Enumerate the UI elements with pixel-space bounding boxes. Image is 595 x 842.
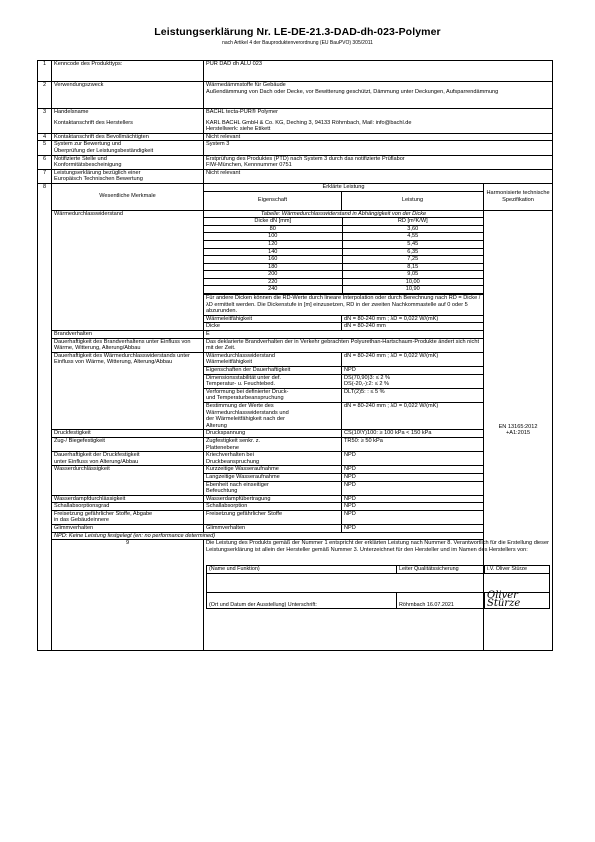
thickness-cell: 140 (204, 248, 342, 256)
property-label: Langzeitige Wasseraufnahme (204, 473, 342, 481)
thickness-cell: 120 (204, 240, 342, 248)
durability-property: Dimensionsstabilität unter def. Temperatur- u. Feuchtebed. (204, 374, 342, 388)
durability-thermal-label: Dauerhaftigkeit des Wärmedurchlasswiderstands unter Einfluss von Wärme, Witterung, Alterung/Abbau (52, 352, 204, 430)
signature (485, 590, 550, 609)
row-value: Wärmedämmstoffe für Gebäude Außendämmung von Dach oder Decke, vor Bewitterung geschützt, Dämmung unter Deckungen, Aufsparrendämmung (204, 82, 553, 109)
name-row (207, 566, 550, 574)
durability-value: dN = 80-240 mm ; λD = 0,022 W/(mK) (342, 402, 484, 429)
place-label: (Ort und Datum der Ausstellung) Unterschrift: (207, 593, 397, 609)
property-label: Glimmverhalten (204, 525, 342, 533)
property-label: Wasserdampfübertragung (204, 495, 342, 503)
row-label: Kontaktanschrift des Bevollmächtigten (52, 133, 204, 141)
rd-cell: 3,60 (342, 225, 483, 233)
row-number: 9 (52, 540, 204, 651)
thermal-note: Für andere Dicken können die RD-Werte durch lineare Interpolation oder durch Berechnung nach RD = Dicke / λD ermittelt werden. Die Dickenstufe in [m] einzusetzen, RD in der zweiten Nachkommastelle auf 0 oder 5 abzurunden. (204, 294, 483, 315)
row-label: Leistungserklärung bezüglich einer Europäisch Technischen Bewertung (52, 169, 204, 183)
characteristic-label: Freisetzung gefährlicher Stoffe, Abgabe in das Gebäudeinnere (52, 510, 204, 524)
durability-value: NPD (342, 367, 484, 375)
fire-row (38, 331, 553, 339)
performance-value: CS(10\Y)100: ≥ 100 kPa < 150 kPa (342, 430, 484, 438)
property-label: Druckspannung (204, 430, 342, 438)
sound-row (38, 503, 553, 511)
declaration-table (37, 60, 553, 651)
npd-note-row (38, 532, 553, 540)
thickness-cell: 160 (204, 256, 342, 264)
section-9-content (204, 540, 553, 651)
performance-value: NPD (342, 495, 484, 503)
contact-label: Kontaktanschrift des Herstellers (54, 119, 133, 126)
row-label: Notifizierte Stelle und Konformitätsbescheinigung (52, 155, 204, 169)
thickness-rd-row (204, 248, 483, 256)
conductivity-label: Wärmeleitfähigkeit (204, 315, 342, 323)
thickness-rd-row (204, 233, 483, 241)
contact-value: KARL BACHL GmbH & Co. KG, Deching 3, 94133 Röhrnbach, Mail: info@bachl.de Herstellwerk: siehe Etikett (206, 119, 412, 133)
section-8-header (38, 183, 553, 191)
header-declared: Erklärte Leistung (204, 183, 484, 191)
performance-value: NPD (342, 466, 484, 474)
thickness-label: Dicke (204, 323, 342, 331)
conductivity-value: dN = 80-240 mm ; λD = 0,022 W/(mK) (342, 315, 484, 323)
section-9-text: Die Leistung des Produkts gemäß der Nummer 1 entspricht der erklärten Leistung nach Nummer 8. Verantwortlich für die Erstellung dieser Leistungserklärung ist allein der Hersteller gemäß Nummer 3. Unterzeichnet für den Hersteller und im Namen des Herstellers von: (206, 540, 549, 553)
durability-value: dN = 80-240 mm ; λD = 0,022 W/(mK) (342, 352, 484, 366)
characteristic-label: Druckfestigkeit (52, 430, 204, 438)
property-label: Schallabsorption (204, 503, 342, 511)
header-characteristic: Wesentliche Merkmale (52, 183, 204, 210)
thickness-cell: 240 (204, 286, 342, 294)
water-label: Wasserdurchlässigkeit (52, 466, 204, 495)
thermal-header-row (204, 218, 483, 225)
durability-property: Wärmedurchlasswiderstand Wärmeleitfähigkeit (204, 352, 342, 366)
row-number: 4 (38, 133, 52, 141)
place-value: Röhrnbach 16.07.2021 (397, 593, 485, 609)
rd-cell: 5,45 (342, 240, 483, 248)
performance-value: NPD (342, 452, 484, 466)
durability-value: DS(70,90)3: ≤ 2 % DS(-20,-):2: ≤ 2 % (342, 374, 484, 388)
place-row (207, 593, 550, 609)
performance-value: NPD (342, 510, 484, 524)
rd-cell: 4,55 (342, 233, 483, 241)
durability-fire-value: Das deklarierte Brandverhalten der in Verkehr gebrachten Polyurethan-Hartschaum-Produkte ändert sich nicht mit der Zeit. (204, 338, 484, 352)
durability-property: Bestimmung der Werte des Wärmedurchlasswiderstands und der Wärmeleitfähigkeit nach der Alterung (204, 402, 342, 429)
row-3 (38, 109, 553, 134)
rd-cell: 10,00 (342, 278, 483, 286)
signature-text: Oliver Stürze (487, 590, 521, 609)
thickness-value: dN = 80-240 mm (342, 323, 484, 331)
durability-property: Eigenschaften der Dauerhaftigkeit (204, 367, 342, 375)
property-label: Kriechverhalten bei Druckbeanspruchung (204, 452, 342, 466)
header-property: Eigenschaft (204, 191, 342, 210)
water-row-0 (38, 466, 553, 474)
characteristic-label: Wasserdampfdurchlässigkeit (52, 495, 204, 503)
row-value (204, 109, 553, 134)
row-label: System zur Bewertung und Überprüfung der Leistungsbeständigkeit (52, 141, 204, 155)
thermal-resistance-row (38, 210, 553, 315)
property-label: Ebenheit nach einseitiger Befeuchtung (204, 481, 342, 495)
row-number: 5 (38, 141, 52, 155)
durability-fire-label: Dauerhaftigkeit des Brandverhaltens unter Einfluss von Wärme, Witterung, Alterung/Abbau (52, 338, 204, 352)
property-label: Kurzzeitige Wasseraufnahme (204, 466, 342, 474)
thickness-header: Dicke dN [mm] (204, 218, 342, 225)
performance-value: NPD (342, 503, 484, 511)
row-number: 7 (38, 169, 52, 183)
header-spec: Harmonisierte technische Spezifikation (484, 183, 553, 210)
row-1 (38, 61, 553, 82)
name-label: (Name und Funktion) (207, 566, 397, 574)
row-value: Erstprüfung des Produktes (PTD) nach System 3 durch das notifizierte Prüflabor FIW-München, Kennnummer 0751 (204, 155, 553, 169)
row-6 (38, 155, 553, 169)
characteristic-label: Schallabsorptionsgrad (52, 503, 204, 511)
row-number: 8 (38, 183, 52, 650)
signature-table (206, 565, 550, 609)
trade-name-value: BACHL tecta-PUR® Polymer (206, 109, 278, 115)
rd-cell: 7,25 (342, 256, 483, 264)
creep-row (38, 452, 553, 466)
characteristic-label: Glimmverhalten (52, 525, 204, 533)
row-5 (38, 141, 553, 155)
rd-header: RD [m²K/W] (342, 218, 483, 225)
row-7 (38, 169, 553, 183)
thickness-rd-row (204, 278, 483, 286)
row-number: 3 (38, 109, 52, 134)
header-performance: Leistung (342, 191, 484, 210)
spec-value: EN 13165:2012 +A1:2015 (484, 210, 553, 651)
thermal-table-caption: Tabelle: Wärmedurchlasswiderstand in Abhängigkeit von der Dicke (204, 211, 483, 219)
row-label: Kenncode des Produkttyps: (52, 61, 204, 82)
dangerous-row (38, 510, 553, 524)
durability-value: DLT(2)5: : ≤ 5 % (342, 388, 484, 402)
performance-value: NPD (342, 481, 484, 495)
row-number: 6 (38, 155, 52, 169)
thickness-cell: 180 (204, 263, 342, 271)
thickness-rd-row (204, 240, 483, 248)
row-number: 1 (38, 61, 52, 82)
thickness-rd-row (204, 263, 483, 271)
performance-value: TR50: ≥ 50 kPa (342, 437, 484, 451)
row-2 (38, 82, 553, 109)
row-number: 2 (38, 82, 52, 109)
rd-cell: 8,15 (342, 263, 483, 271)
name-role: Leiter Qualitätssicherung (397, 566, 485, 574)
property-label: Zugfestigkeit senkr. z. Plattenebene (204, 437, 342, 451)
rd-cell: 10,90 (342, 286, 483, 294)
rd-cell: 6,35 (342, 248, 483, 256)
thickness-cell: 200 (204, 271, 342, 279)
glow-row (38, 525, 553, 533)
durability-property: Verformung bei definierter Druck- und Temperaturbeanspruchung (204, 388, 342, 402)
tensile-row (38, 437, 553, 451)
row-value: Nicht relevant (204, 169, 553, 183)
fire-value: E (204, 331, 484, 339)
thickness-cell: 220 (204, 278, 342, 286)
characteristic-label: Zug-/ Biegefestigkeit (52, 437, 204, 451)
thermal-thickness-table (204, 218, 483, 294)
thermal-label: Wärmedurchlasswiderstand (52, 210, 204, 331)
row-value: System 3 (204, 141, 553, 155)
row-label: Verwendungszweck (52, 82, 204, 109)
thermal-table-cell (204, 210, 484, 315)
thickness-cell: 100 (204, 233, 342, 241)
document-title: Leistungserklärung Nr. LE-DE-21.3-DAD-dh-023-Polymer (154, 26, 441, 38)
durability-fire-row (38, 338, 553, 352)
compressive-row (38, 430, 553, 438)
characteristic-label: Dauerhaftigkeit der Druckfestigkeit unter Einfluss von Alterung/Abbau (52, 452, 204, 466)
performance-value: NPD (342, 473, 484, 481)
durability-thermal-row-0 (38, 352, 553, 366)
row-value: Nicht relevant (204, 133, 553, 141)
row-label (52, 109, 204, 134)
thickness-rd-row (204, 256, 483, 264)
row-value: PUR DAD dh ALU 023 (204, 61, 553, 82)
thickness-rd-row (204, 225, 483, 233)
thickness-rd-row (204, 286, 483, 294)
section-9 (38, 540, 553, 651)
fire-label: Brandverhalten (52, 331, 204, 339)
name-value: i.V. Oliver Stürze (485, 566, 550, 574)
thickness-rd-row (204, 271, 483, 279)
row-4 (38, 133, 553, 141)
document-subtitle: nach Artikel 4 der Bauproduktenverordnung (EU BauPVO) 305/2011 (222, 40, 373, 46)
thickness-cell: 80 (204, 225, 342, 233)
npd-note: NPD: Keine Leistung festgelegt (en: no performance determined) (52, 532, 553, 540)
vapour-row (38, 495, 553, 503)
performance-value: NPD (342, 525, 484, 533)
trade-name-label: Handelsname (54, 109, 89, 115)
rd-cell: 9,05 (342, 271, 483, 279)
property-label: Freisetzung gefährlicher Stoffe (204, 510, 342, 524)
